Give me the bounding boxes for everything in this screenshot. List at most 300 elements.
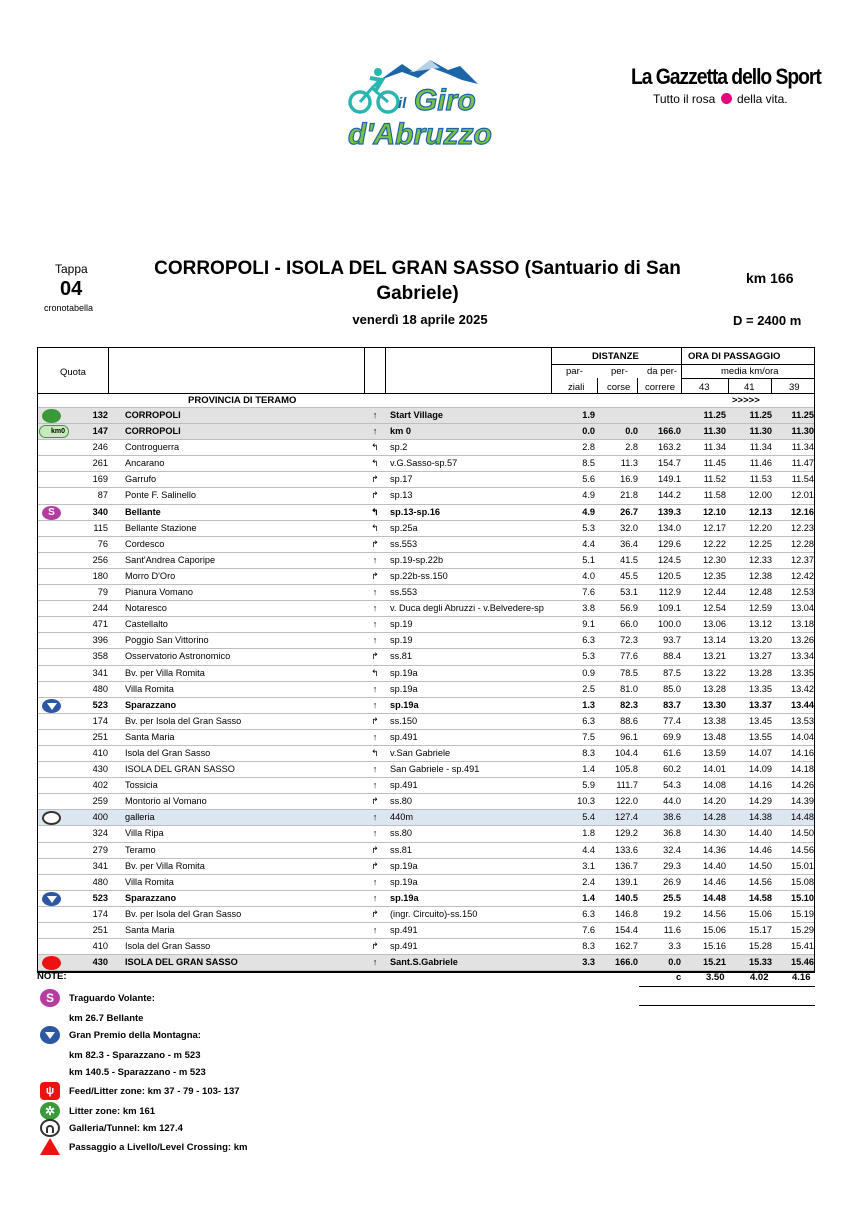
cell-t3: 13.18 xyxy=(791,619,814,630)
cell-t3: 12.23 xyxy=(791,522,814,533)
cell-quota: 87 xyxy=(97,490,108,501)
cell-dir: ↱ xyxy=(371,715,379,726)
table-row xyxy=(38,569,814,585)
cell-quota: 132 xyxy=(92,410,108,420)
cell-loc: Garrufo xyxy=(125,474,157,485)
cell-per: 146.8 xyxy=(615,908,638,919)
cell-t1: 12.17 xyxy=(703,522,726,533)
cell-dir: ↱ xyxy=(371,860,379,871)
cell-par: 2.8 xyxy=(582,442,595,453)
km0-icon: km0 xyxy=(38,424,74,440)
cell-dir: ↑ xyxy=(372,828,378,839)
cell-par: 5.4 xyxy=(582,812,595,823)
cell-t3: 12.28 xyxy=(791,538,814,549)
cell-loc: Controguerra xyxy=(125,442,180,453)
cell-per: 111.7 xyxy=(616,780,638,791)
cell-per: 11.3 xyxy=(620,458,638,469)
cell-quota: 261 xyxy=(92,458,108,469)
province-arrows: >>>>> xyxy=(732,395,760,406)
cell-loc: Villa Romita xyxy=(125,876,174,887)
cell-par: 1.3 xyxy=(582,699,595,710)
sponsor-title: La Gazzetta dello Sport xyxy=(631,64,821,89)
cell-t3: 15.19 xyxy=(791,908,814,919)
table-row xyxy=(38,440,814,456)
cell-road: sp.17 xyxy=(390,474,413,485)
cell-par: 2.4 xyxy=(582,876,595,887)
cell-da: 124.5 xyxy=(658,554,681,565)
header-da-b: correre xyxy=(645,382,676,393)
cell-loc: Montorio al Vomano xyxy=(125,796,207,807)
cell-road: Sant.S.Gabriele xyxy=(390,957,458,968)
cell-t3: 11.30 xyxy=(791,426,814,437)
cell-quota: 147 xyxy=(92,426,108,437)
cell-par: 4.4 xyxy=(582,538,595,549)
cell-da: 83.7 xyxy=(663,699,681,710)
cell-da: 166.0 xyxy=(658,426,681,437)
cell-par: 8.5 xyxy=(582,458,595,469)
cell-per: 96.1 xyxy=(620,731,638,742)
cell-per: 133.6 xyxy=(615,844,638,855)
cell-t3: 14.26 xyxy=(791,780,814,791)
sponsor-tagline-post: della vita. xyxy=(736,92,788,106)
cell-dir: ↱ xyxy=(371,796,379,807)
cell-loc: Isola del Gran Sasso xyxy=(125,941,211,952)
row-icon-cell xyxy=(38,778,74,794)
cell-t3: 15.41 xyxy=(791,941,814,952)
cell-t2: 15.33 xyxy=(749,957,772,968)
row-icon-cell xyxy=(38,633,74,649)
header-par-a: par- xyxy=(566,366,583,377)
table-row xyxy=(38,875,814,891)
cell-per: 104.4 xyxy=(615,747,638,758)
cell-t1: 11.45 xyxy=(703,458,726,469)
cell-quota: 79 xyxy=(97,587,108,598)
cell-dir: ↰ xyxy=(371,667,379,678)
header-speed-3: 39 xyxy=(789,382,800,393)
cell-road: 440m xyxy=(390,812,413,823)
cell-dir: ↑ xyxy=(372,892,378,903)
cell-da: 44.0 xyxy=(663,796,681,807)
cell-quota: 180 xyxy=(92,570,108,581)
cell-par: 0.0 xyxy=(582,426,595,437)
cell-quota: 396 xyxy=(92,635,108,646)
cell-t3: 11.47 xyxy=(791,458,814,469)
cell-t2: 14.40 xyxy=(749,828,772,839)
cell-dir: ↑ xyxy=(372,635,378,646)
cell-t2: 12.20 xyxy=(749,522,772,533)
cell-t2: 14.46 xyxy=(749,844,772,855)
cell-dir: ↑ xyxy=(372,812,378,823)
cell-t2: 13.20 xyxy=(749,635,772,646)
cell-dir: ↑ xyxy=(372,876,378,887)
legend-passaggio-text: Passaggio a Livello/Level Crossing: km xyxy=(69,1142,248,1153)
cell-quota: 340 xyxy=(92,506,108,517)
cell-loc: Castellalto xyxy=(125,619,168,630)
cell-par: 3.3 xyxy=(582,957,595,968)
cell-t3: 14.56 xyxy=(791,844,814,855)
cell-t1: 14.46 xyxy=(703,876,726,887)
cell-t1: 14.28 xyxy=(703,812,726,823)
row-icon-cell xyxy=(38,569,74,585)
table-row xyxy=(38,794,814,810)
cell-t3: 15.01 xyxy=(791,860,814,871)
legend-litter-text: Litter zone: km 161 xyxy=(69,1106,156,1117)
cell-dir: ↰ xyxy=(371,747,379,758)
cell-t3: 13.53 xyxy=(791,715,814,726)
tappa-label: Tappa xyxy=(55,262,88,276)
cell-par: 4.0 xyxy=(582,570,595,581)
cell-t1: 14.20 xyxy=(703,796,726,807)
cell-par: 1.8 xyxy=(582,828,595,839)
cell-t1: 13.22 xyxy=(703,667,726,678)
logo-abruzzo: d'Abruzzo xyxy=(348,118,492,151)
cell-par: 1.9 xyxy=(582,410,595,420)
cell-road: ss.81 xyxy=(390,651,412,662)
finish-icon xyxy=(38,955,74,971)
row-icon-cell xyxy=(38,472,74,488)
cell-road: sp.491 xyxy=(390,925,418,935)
cell-da: 36.8 xyxy=(663,828,681,839)
cell-quota: 410 xyxy=(92,941,108,952)
cell-loc: Teramo xyxy=(125,844,156,855)
cell-t1: 14.56 xyxy=(703,908,726,919)
legend-galleria-text: Galleria/Tunnel: km 127.4 xyxy=(69,1123,183,1134)
header-quota: Quota xyxy=(60,367,86,378)
cell-par: 10.3 xyxy=(577,796,595,807)
cell-per: 56.9 xyxy=(620,603,638,614)
cell-per: 105.8 xyxy=(615,764,638,775)
cell-dir: ↑ xyxy=(372,426,378,437)
cell-t1: 14.08 xyxy=(703,780,726,791)
cell-per: 41.5 xyxy=(620,554,638,565)
cell-road: sp.19a xyxy=(390,860,418,871)
cell-loc: Santa Maria xyxy=(125,731,175,742)
cell-quota: 174 xyxy=(92,908,108,919)
cell-par: 5.9 xyxy=(582,780,595,791)
cell-dir: ↑ xyxy=(372,603,378,614)
cell-da: 149.1 xyxy=(658,474,681,485)
row-icon-cell xyxy=(38,746,74,762)
cell-loc: Villa Ripa xyxy=(125,828,164,839)
cell-t1: 12.22 xyxy=(703,538,726,549)
cell-t3: 12.53 xyxy=(791,587,814,598)
cell-loc: Pianura Vomano xyxy=(125,587,193,598)
cell-t3: 14.16 xyxy=(791,747,814,758)
sponsor-tagline-pre: Tutto il rosa xyxy=(653,92,716,106)
cell-t1: 12.30 xyxy=(703,554,726,565)
cell-per: 77.6 xyxy=(620,651,638,662)
cell-da: 163.2 xyxy=(658,442,681,453)
cell-t2: 14.07 xyxy=(749,747,772,758)
header-speed-2: 41 xyxy=(744,382,755,393)
cell-road: San Gabriele - sp.491 xyxy=(390,764,480,775)
cell-t2: 12.38 xyxy=(749,570,772,581)
cell-t1: 11.52 xyxy=(703,474,726,485)
cell-per: 136.7 xyxy=(615,860,638,871)
tappa-subtitle: cronotabella xyxy=(44,303,94,313)
avg-speed-1: 3.50 xyxy=(706,972,725,983)
logo-il: il xyxy=(398,95,407,112)
cell-quota: 480 xyxy=(92,876,108,887)
cell-t3: 13.04 xyxy=(791,603,814,614)
cell-per: 154.4 xyxy=(615,925,638,935)
cell-t2: 14.16 xyxy=(749,780,772,791)
cell-t1: 11.30 xyxy=(703,426,726,437)
row-icon-cell xyxy=(38,666,74,682)
cell-t2: 11.34 xyxy=(749,442,772,453)
row-icon-cell xyxy=(38,682,74,698)
cell-quota: 341 xyxy=(92,667,108,678)
header-da-a: da per- xyxy=(647,366,678,377)
cell-da: 29.3 xyxy=(663,860,681,871)
cell-quota: 251 xyxy=(92,731,108,742)
table-row xyxy=(38,505,814,521)
cell-par: 4.9 xyxy=(582,506,595,517)
row-icon-cell xyxy=(38,553,74,569)
giro-abruzzo-logo xyxy=(340,58,520,153)
cell-t3: 12.01 xyxy=(791,490,814,501)
cell-road: sp.19a xyxy=(390,876,418,887)
kom-icon xyxy=(38,891,74,907)
cell-par: 6.3 xyxy=(582,908,595,919)
cell-da: 38.6 xyxy=(663,812,681,823)
cell-quota: 169 xyxy=(92,474,108,485)
cell-road: ss.80 xyxy=(390,828,412,839)
cell-dir: ↱ xyxy=(371,538,379,549)
tunnel-icon xyxy=(38,810,74,826)
cell-dir: ↰ xyxy=(371,522,379,533)
cell-quota: 430 xyxy=(92,957,108,968)
cell-quota: 523 xyxy=(92,699,108,710)
cell-da: 139.3 xyxy=(658,506,681,517)
table-header xyxy=(37,347,815,394)
cell-da: 19.2 xyxy=(663,908,681,919)
cell-road: v.San Gabriele xyxy=(390,747,451,758)
table-row xyxy=(38,826,814,842)
cell-da: 11.6 xyxy=(663,925,681,935)
cell-loc: Tossicia xyxy=(125,780,158,791)
cell-t3: 12.42 xyxy=(791,570,814,581)
table-row xyxy=(38,521,814,537)
cell-da: 69.9 xyxy=(663,731,681,742)
row-icon-cell xyxy=(38,521,74,537)
cell-t2: 14.56 xyxy=(749,876,772,887)
cell-dir: ↱ xyxy=(371,651,379,662)
row-icon-cell xyxy=(38,730,74,746)
cell-quota: 523 xyxy=(92,892,108,903)
cell-t3: 13.42 xyxy=(791,683,814,694)
cell-par: 8.3 xyxy=(582,941,595,952)
table-row xyxy=(38,682,814,698)
cell-dir: ↑ xyxy=(372,619,378,630)
cell-quota: 410 xyxy=(92,747,108,758)
cell-par: 5.1 xyxy=(582,554,595,565)
cell-road: km 0 xyxy=(390,426,411,437)
cell-road: sp.19a xyxy=(390,892,419,903)
table-row xyxy=(38,617,814,633)
cell-per: 82.3 xyxy=(620,699,638,710)
cell-t2: 11.53 xyxy=(749,474,772,485)
cell-loc: galleria xyxy=(125,812,155,823)
cell-loc: Bv. per Villa Romita xyxy=(125,860,205,871)
cell-par: 5.3 xyxy=(582,651,595,662)
table-row xyxy=(38,456,814,472)
table-row xyxy=(38,939,814,955)
cell-quota: 251 xyxy=(92,925,108,935)
total-distance: km 166 xyxy=(746,270,794,286)
cell-t1: 11.58 xyxy=(703,490,726,501)
cell-da: 120.5 xyxy=(658,570,681,581)
cell-loc: Bellante xyxy=(125,506,161,517)
row-icon-cell xyxy=(38,843,74,859)
row-icon-cell xyxy=(38,537,74,553)
cell-t3: 13.44 xyxy=(791,699,814,710)
avg-label: c xyxy=(676,972,682,983)
cell-da: 87.5 xyxy=(663,667,681,678)
cell-da: 54.3 xyxy=(663,780,681,791)
table-rows xyxy=(38,408,814,971)
cell-loc: Bv. per Isola del Gran Sasso xyxy=(125,715,242,726)
cell-loc: Sparazzano xyxy=(125,892,177,903)
cell-t2: 14.38 xyxy=(749,812,772,823)
cell-per: 81.0 xyxy=(620,683,638,694)
kom-icon xyxy=(38,698,74,714)
cell-loc: Poggio San Vittorino xyxy=(125,635,209,646)
cell-t2: 13.45 xyxy=(749,715,772,726)
cell-t1: 13.38 xyxy=(703,715,726,726)
row-icon-cell xyxy=(38,488,74,504)
row-icon-cell xyxy=(38,826,74,842)
row-icon-cell xyxy=(38,939,74,955)
cell-par: 5.6 xyxy=(582,474,595,485)
tappa-number: 04 xyxy=(60,278,83,300)
rose-icon xyxy=(721,93,732,104)
table-row xyxy=(38,553,814,569)
cell-t1: 13.21 xyxy=(703,651,726,662)
table-row xyxy=(38,778,814,794)
cell-dir: ↑ xyxy=(372,554,378,565)
cell-per: 122.0 xyxy=(615,796,638,807)
cell-dir: ↑ xyxy=(372,410,378,420)
cell-quota: 115 xyxy=(93,522,108,533)
cell-par: 6.3 xyxy=(582,635,595,646)
table-row xyxy=(38,891,814,907)
cell-t3: 15.10 xyxy=(791,892,814,903)
cell-loc: Sparazzano xyxy=(125,699,177,710)
cell-da: 100.0 xyxy=(658,619,681,630)
cell-par: 4.4 xyxy=(582,844,595,855)
table-row xyxy=(38,537,814,553)
table-body xyxy=(37,394,815,973)
cell-t1: 14.40 xyxy=(703,860,726,871)
cell-t2: 12.48 xyxy=(749,587,772,598)
row-icon-cell xyxy=(38,762,74,778)
cell-road: v.G.Sasso-sp.57 xyxy=(390,458,458,469)
cell-t3: 11.25 xyxy=(791,410,814,420)
cell-t3: 12.37 xyxy=(791,554,814,565)
sprint-icon: S xyxy=(38,505,74,521)
cell-per: 127.4 xyxy=(615,812,638,823)
route-title: CORROPOLI - ISOLA DEL GRAN SASSO (Santuario di San Gabriele) xyxy=(154,258,681,304)
table-row xyxy=(38,472,814,488)
header-distanze: DISTANZE xyxy=(592,351,639,362)
cell-dir: ↰ xyxy=(371,458,379,469)
table-row xyxy=(38,714,814,730)
litter-zone-icon: ✲ xyxy=(40,1102,60,1120)
cell-dir: ↱ xyxy=(371,908,379,919)
cell-t2: 13.35 xyxy=(749,683,772,694)
cell-par: 8.3 xyxy=(582,747,595,758)
header-per-a: per- xyxy=(611,366,628,377)
race-date: venerdì 18 aprile 2025 xyxy=(352,312,488,327)
cell-t1: 13.59 xyxy=(703,747,726,758)
cell-loc: Ancarano xyxy=(125,458,165,469)
cell-da: 0.0 xyxy=(668,957,681,968)
cell-t2: 15.28 xyxy=(749,941,772,952)
cell-quota: 279 xyxy=(92,844,108,855)
cell-t1: 11.25 xyxy=(703,410,726,420)
cell-da: 32.4 xyxy=(663,844,681,855)
cell-per: 0.0 xyxy=(625,426,638,437)
cell-road: ss.553 xyxy=(390,587,418,598)
cell-t1: 13.30 xyxy=(703,699,726,710)
header-per-b: corse xyxy=(607,382,631,393)
cell-t2: 14.58 xyxy=(749,892,772,903)
header-speed-1: 43 xyxy=(699,382,710,393)
row-icon-cell xyxy=(38,456,74,472)
itinerary-table xyxy=(37,347,815,973)
cell-t1: 13.48 xyxy=(703,731,726,742)
cell-t3: 14.50 xyxy=(791,828,814,839)
row-icon-cell xyxy=(38,601,74,617)
cell-da: 26.9 xyxy=(663,876,681,887)
cell-loc: Morro D'Oro xyxy=(125,570,176,581)
table-row xyxy=(38,633,814,649)
cell-da: 134.0 xyxy=(658,522,681,533)
row-icon-cell xyxy=(38,440,74,456)
cell-road: ss.553 xyxy=(390,538,418,549)
cell-quota: 256 xyxy=(92,554,108,565)
cell-t2: 13.27 xyxy=(749,651,772,662)
cell-quota: 244 xyxy=(92,603,108,614)
cell-road: sp.19-sp.22b xyxy=(390,554,444,565)
cell-da: 109.1 xyxy=(658,603,681,614)
avg-speed-2: 4.02 xyxy=(750,972,769,983)
table-row xyxy=(38,601,814,617)
cell-t1: 14.36 xyxy=(703,844,726,855)
header-media: media km/ora xyxy=(721,366,779,377)
total-elevation: D = 2400 m xyxy=(733,313,802,328)
row-icon-cell xyxy=(38,859,74,875)
cell-road: sp.13-sp.16 xyxy=(390,506,441,517)
cell-t3: 14.18 xyxy=(791,764,814,775)
province-label: PROVINCIA DI TERAMO xyxy=(188,395,297,406)
cell-par: 6.3 xyxy=(582,715,595,726)
cell-par: 9.1 xyxy=(582,619,595,630)
province-row xyxy=(38,394,814,408)
cell-par: 0.9 xyxy=(582,667,595,678)
cell-road: (ingr. Circuito)-ss.150 xyxy=(390,908,478,919)
cell-da: 3.3 xyxy=(668,941,681,952)
cell-road: sp.19a xyxy=(390,699,419,710)
cell-da: 85.0 xyxy=(663,683,681,694)
row-icon-cell xyxy=(38,585,74,601)
cell-per: 72.3 xyxy=(620,635,638,646)
cell-loc: Notaresco xyxy=(125,603,167,614)
cell-t3: 15.08 xyxy=(791,876,814,887)
cell-t3: 15.29 xyxy=(791,925,814,935)
cell-t2: 15.17 xyxy=(749,925,772,935)
